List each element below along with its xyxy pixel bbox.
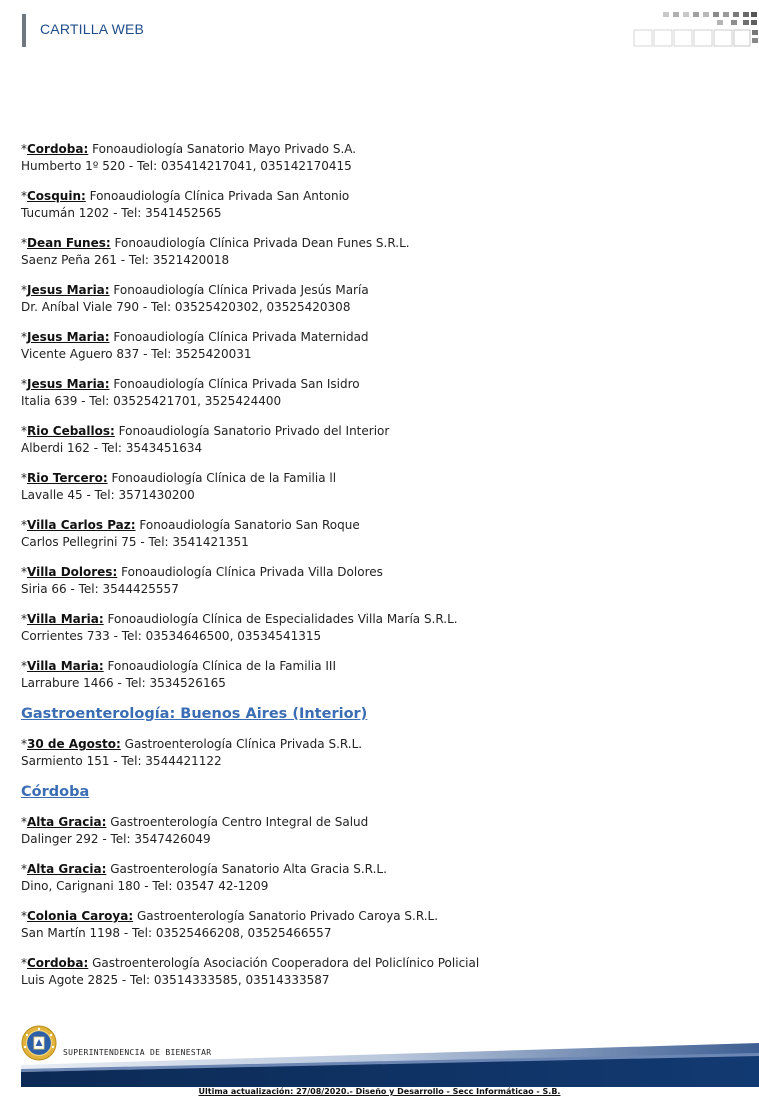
provider-first-line: *Dean Funes: Fonoaudiología Clínica Privada Dean Funes S.R.L. (21, 236, 410, 250)
location-link[interactable]: 30 de Agosto: (27, 737, 121, 751)
provider-service: Gastroenterología Sanatorio Alta Gracia S.R.L. (110, 862, 387, 876)
provider-service: Fonoaudiología Clínica Privada San Antonio (89, 189, 350, 203)
gastroenterologia-cordoba-list (21, 814, 741, 989)
provider-first-line: *Cordoba: Fonoaudiología Sanatorio Mayo Privado S.A. (21, 142, 357, 156)
footer-organization-name: SUPERINTENDENCIA DE BIENESTAR (63, 1048, 212, 1057)
provider-service: Fonoaudiología Clínica Privada Villa Dolores (121, 565, 383, 579)
provider-address: Sarmiento 151 - Tel: 3544421122 (21, 754, 222, 768)
provider-first-line: *Villa Maria: Fonoaudiología Clínica de Especialidades Villa María S.R.L. (21, 612, 458, 626)
provider-entry (21, 814, 741, 848)
provider-first-line: *Rio Ceballos: Fonoaudiología Sanatorio Privado del Interior (21, 424, 390, 438)
provider-first-line: *Alta Gracia: Gastroenterología Sanatorio Alta Gracia S.R.L. (21, 862, 387, 876)
provider-address: Siria 66 - Tel: 3544425557 (21, 582, 179, 596)
location-link[interactable]: Cosquin: (27, 189, 86, 203)
provider-service: Fonoaudiología Clínica Privada San Isidro (113, 377, 360, 391)
provider-entry (21, 376, 741, 410)
provider-service: Fonoaudiología Sanatorio San Roque (139, 518, 360, 532)
location-link[interactable]: Jesus Maria: (27, 377, 110, 391)
section-title-cordoba[interactable]: Córdoba (21, 784, 90, 800)
provider-address: Lavalle 45 - Tel: 3571430200 (21, 488, 195, 502)
location-link[interactable]: Rio Ceballos: (27, 424, 115, 438)
provider-first-line: *30 de Agosto: Gastroenterología Clínica Privada S.R.L. (21, 737, 363, 751)
page-footer (21, 1025, 759, 1089)
provider-address: Dalinger 292 - Tel: 3547426049 (21, 832, 211, 846)
provider-service: Gastroenterología Clínica Privada S.R.L. (124, 737, 363, 751)
provider-service: Fonoaudiología Clínica de la Familia III (107, 659, 337, 673)
provider-address: Saenz Peña 261 - Tel: 3521420018 (21, 253, 230, 267)
provider-first-line: *Villa Dolores: Fonoaudiología Clínica Privada Villa Dolores (21, 565, 383, 579)
location-link[interactable]: Dean Funes: (27, 236, 111, 250)
provider-address: Alberdi 162 - Tel: 3543451634 (21, 441, 203, 455)
provider-service: Fonoaudiología Sanatorio Privado del Interior (118, 424, 390, 438)
location-link[interactable]: Cordoba: (27, 142, 89, 156)
provider-entry (21, 329, 741, 363)
provider-entry (21, 908, 741, 942)
provider-address: San Martín 1198 - Tel: 03525466208, 03525466557 (21, 926, 332, 940)
page-header (0, 0, 759, 60)
provider-entry (21, 955, 741, 989)
provider-service: Fonoaudiología Clínica de la Familia ll (111, 471, 337, 485)
provider-entry (21, 564, 741, 598)
provider-address: Carlos Pellegrini 75 - Tel: 3541421351 (21, 535, 249, 549)
header-accent-bar (22, 14, 26, 47)
provider-service: Gastroenterología Asociación Cooperadora del Policlínico Policial (92, 956, 480, 970)
provider-service: Fonoaudiología Clínica de Especialidades Villa María S.R.L. (107, 612, 458, 626)
provider-first-line: *Jesus Maria: Fonoaudiología Clínica Privada Jesús María (21, 283, 369, 297)
location-link[interactable]: Villa Dolores: (27, 565, 118, 579)
section-title-gastro-buenos-aires[interactable]: Gastroenterología: Buenos Aires (Interior) (21, 706, 368, 722)
gastroenterologia-buenos-aires-list (21, 736, 741, 770)
provider-entry (21, 517, 741, 551)
header-pixel-decoration (633, 10, 759, 48)
superintendencia-seal-logo (21, 1025, 57, 1061)
provider-first-line: *Jesus Maria: Fonoaudiología Clínica Privada Maternidad (21, 330, 369, 344)
provider-address: Dino, Carignani 180 - Tel: 03547 42-1209 (21, 879, 269, 893)
provider-address: Tucumán 1202 - Tel: 3541452565 (21, 206, 222, 220)
provider-address: Vicente Aguero 837 - Tel: 3525420031 (21, 347, 252, 361)
location-link[interactable]: Jesus Maria: (27, 330, 110, 344)
provider-address: Italia 639 - Tel: 03525421701, 3525424400 (21, 394, 282, 408)
provider-entry (21, 861, 741, 895)
fonoaudiologia-cordoba-list (21, 141, 741, 692)
provider-service: Fonoaudiología Clínica Privada Maternidad (113, 330, 369, 344)
provider-entry (21, 736, 741, 770)
location-link[interactable]: Villa Maria: (27, 612, 104, 626)
provider-first-line: *Jesus Maria: Fonoaudiología Clínica Privada San Isidro (21, 377, 360, 391)
provider-address: Corrientes 733 - Tel: 03534646500, 03534541315 (21, 629, 322, 643)
location-link[interactable]: Colonia Caroya: (27, 909, 134, 923)
location-link[interactable]: Villa Carlos Paz: (27, 518, 136, 532)
provider-entry (21, 235, 741, 269)
provider-service: Fonoaudiología Clínica Privada Dean Funes S.R.L. (114, 236, 410, 250)
provider-entry (21, 470, 741, 504)
provider-first-line: *Villa Carlos Paz: Fonoaudiología Sanatorio San Roque (21, 518, 360, 532)
provider-entry (21, 611, 741, 645)
provider-address: Luis Agote 2825 - Tel: 03514333585, 03514333587 (21, 973, 330, 987)
provider-entry (21, 658, 741, 692)
location-link[interactable]: Alta Gracia: (27, 862, 107, 876)
location-link[interactable]: Villa Maria: (27, 659, 104, 673)
directory-content (21, 141, 741, 1002)
provider-first-line: *Cosquin: Fonoaudiología Clínica Privada San Antonio (21, 189, 350, 203)
provider-first-line: *Alta Gracia: Gastroenterología Centro Integral de Salud (21, 815, 369, 829)
provider-entry (21, 188, 741, 222)
location-link[interactable]: Cordoba: (27, 956, 89, 970)
provider-address: Dr. Aníbal Viale 790 - Tel: 03525420302, 03525420308 (21, 300, 351, 314)
provider-first-line: *Cordoba: Gastroenterología Asociación Cooperadora del Policlínico Policial (21, 956, 480, 970)
provider-first-line: *Colonia Caroya: Gastroenterología Sanatorio Privado Caroya S.R.L. (21, 909, 439, 923)
header-title: CARTILLA WEB (40, 21, 145, 37)
location-link[interactable]: Jesus Maria: (27, 283, 110, 297)
provider-address: Humberto 1º 520 - Tel: 035414217041, 035142170415 (21, 159, 352, 173)
provider-entry (21, 282, 741, 316)
location-link[interactable]: Alta Gracia: (27, 815, 107, 829)
provider-service: Gastroenterología Centro Integral de Salud (110, 815, 369, 829)
provider-service: Gastroenterología Sanatorio Privado Caroya S.R.L. (136, 909, 439, 923)
provider-entry (21, 141, 741, 175)
provider-service: Fonoaudiología Clínica Privada Jesús María (113, 283, 369, 297)
provider-first-line: *Villa Maria: Fonoaudiología Clínica de la Familia III (21, 659, 337, 673)
provider-first-line: *Rio Tercero: Fonoaudiología Clínica de la Familia ll (21, 471, 337, 485)
provider-service: Fonoaudiología Sanatorio Mayo Privado S.A. (92, 142, 357, 156)
location-link[interactable]: Rio Tercero: (27, 471, 108, 485)
provider-entry (21, 423, 741, 457)
provider-address: Larrabure 1466 - Tel: 3534526165 (21, 676, 226, 690)
last-update-note: Ultima actualización: 27/08/2020.- Diseño y Desarrollo - Secc Informáticao - S.B. (198, 1087, 561, 1096)
